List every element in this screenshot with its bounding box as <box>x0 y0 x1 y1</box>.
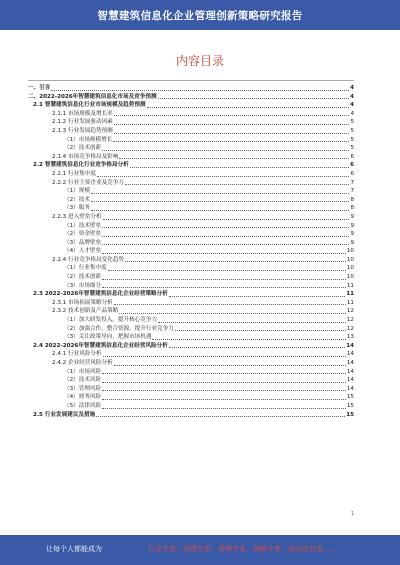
toc-entry-label: （2）技术创新 <box>64 145 102 152</box>
toc-entry-page: 9 <box>350 231 354 238</box>
toc-entry[interactable] <box>28 282 354 291</box>
toc-entry-page: 10 <box>346 274 354 281</box>
toc-entry-label: 一、引言 <box>28 85 51 91</box>
toc-entry-page: 9 <box>350 222 354 229</box>
toc-leader-dots <box>96 416 345 417</box>
toc-leader-dots <box>102 236 349 237</box>
toc-entry-label: 2.2 智慧建筑信息化行业竞争格局分析 <box>33 162 129 169</box>
toc-leader-dots <box>103 219 350 220</box>
toc-leader-dots <box>114 115 350 116</box>
page-footer <box>0 535 400 565</box>
toc-leader-dots <box>102 373 346 374</box>
toc-entry[interactable] <box>28 368 354 377</box>
toc-leader-dots <box>169 296 345 297</box>
toc-leader-dots <box>102 150 349 151</box>
toc-entry[interactable] <box>28 101 354 110</box>
toc-entry-page: 5 <box>350 136 354 143</box>
toc-entry-label: （1）加大研发投入，提升核心竞争力 <box>64 317 158 324</box>
table-of-contents <box>28 84 354 419</box>
toc-entry-label: （2）资金壁垒 <box>64 231 102 238</box>
toc-entry[interactable] <box>28 110 354 119</box>
toc-entry-label: （5）法律风险 <box>64 402 102 409</box>
toc-entry-label: （4）财务风险 <box>64 394 102 401</box>
toc-leader-dots <box>152 339 345 340</box>
toc-entry-page: 8 <box>350 196 354 203</box>
toc-leader-dots <box>125 261 346 262</box>
toc-entry-page: 6 <box>350 162 354 169</box>
toc-entry[interactable] <box>28 359 354 368</box>
toc-entry[interactable] <box>28 196 354 205</box>
toc-entry-label: （1）行业集中度 <box>64 265 107 272</box>
toc-entry-label: 2.2.4 行业竞争格局变化趋势 <box>52 256 124 263</box>
toc-leader-dots <box>119 158 349 159</box>
toc-entry-page: 14 <box>346 351 354 358</box>
toc-entry-page: 11 <box>346 291 354 298</box>
footer-slogan-right: 行业专家、管理专家、营销专家、战略专家、成功企业家…… <box>148 545 337 553</box>
toc-entry-page: 14 <box>346 385 354 392</box>
toc-leader-dots <box>102 244 349 245</box>
toc-entry-page: 15 <box>346 411 354 418</box>
toc-leader-dots <box>113 141 349 142</box>
toc-leader-dots <box>147 107 350 108</box>
toc-entry-page: 12 <box>346 325 354 332</box>
toc-leader-dots <box>125 184 349 185</box>
toc-entry-page: 14 <box>346 377 354 384</box>
toc-entry-page: 9 <box>350 213 354 220</box>
toc-entry-page: 9 <box>350 239 354 246</box>
toc-entry-page: 14 <box>346 342 354 349</box>
toc-entry[interactable] <box>28 84 354 93</box>
toc-leader-dots <box>51 90 349 91</box>
toc-entry-label: 2.3 2022-2026年智慧建筑信息化企业经营策略分析 <box>33 291 168 298</box>
toc-leader-dots <box>103 356 346 357</box>
toc-entry-label: 2.1 智慧建筑信息化行业市场规模及趋势预测 <box>33 102 146 109</box>
toc-entry[interactable] <box>28 350 354 359</box>
toc-leader-dots <box>102 382 346 383</box>
toc-leader-dots <box>158 322 346 323</box>
toc-entry[interactable] <box>28 153 354 162</box>
toc-divider <box>28 80 354 81</box>
toc-leader-dots <box>91 193 350 194</box>
toc-entry[interactable] <box>28 187 354 196</box>
toc-entry-page: 13 <box>346 334 354 341</box>
toc-entry[interactable] <box>28 264 354 273</box>
toc-entry-page: 12 <box>346 317 354 324</box>
toc-leader-dots <box>114 133 350 134</box>
toc-entry[interactable] <box>28 239 354 248</box>
toc-leader-dots <box>114 124 350 125</box>
toc-entry-label: （2）技术风险 <box>64 377 102 384</box>
toc-entry-label: 2.4.2 企业经营风险分析 <box>52 360 113 366</box>
toc-entry-label: 2.1.4 市场竞争格局及影响 <box>52 153 119 160</box>
toc-entry-page: 14 <box>346 368 354 375</box>
toc-entry-label: 2.2.2 行业主要企业及竞争力 <box>52 179 124 186</box>
toc-entry[interactable] <box>28 256 354 265</box>
toc-entry-label: （2）技术 <box>64 196 90 203</box>
toc-entry-label: （3）市场细分 <box>64 282 102 289</box>
footer-slogan-left: 让每个人都能成为 <box>46 545 102 553</box>
toc-entry-label: 2.5 行业发展建议及措施 <box>33 411 96 418</box>
toc-entry-page: 10 <box>346 248 354 255</box>
toc-entry[interactable] <box>28 144 354 153</box>
toc-entry-page: 4 <box>350 110 354 117</box>
toc-entry-page: 4 <box>350 102 354 109</box>
toc-entry-page: 15 <box>346 394 354 401</box>
toc-leader-dots <box>130 167 349 168</box>
toc-entry-label: 二、2022-2026年智慧建筑信息化市场及竞争预测 <box>28 93 157 100</box>
toc-entry-page: 12 <box>346 308 354 315</box>
toc-entry-label: 2.2.3 进入壁垒分析 <box>52 213 102 220</box>
toc-entry-label: （3）品牌壁垒 <box>64 239 102 246</box>
page-header <box>0 0 400 30</box>
toc-entry-page: 6 <box>350 153 354 160</box>
toc-entry-label: 2.2.1 行业集中度 <box>52 170 96 177</box>
toc-entry-label: 2.3.1 市场拓展策略分析 <box>52 299 113 306</box>
toc-entry-label: （2）加强合作，整合资源，提升行业竞争力 <box>64 325 174 332</box>
toc-entry[interactable] <box>28 230 354 239</box>
toc-entry[interactable] <box>28 342 354 351</box>
toc-entry-page: 11 <box>346 299 354 306</box>
toc-entry-page: 7 <box>350 179 354 186</box>
toc-entry-label: （3）关注政策导向，把握市场机遇 <box>64 334 152 341</box>
toc-entry-page: 5 <box>350 145 354 152</box>
toc-leader-dots <box>119 313 346 314</box>
toc-entry-label: （1）市场风险 <box>64 368 102 375</box>
toc-entry-page: 4 <box>350 85 354 91</box>
toc-entry-label: （3）服务 <box>64 205 90 212</box>
toc-entry[interactable] <box>28 393 354 402</box>
toc-entry-label: （4）人才壁垒 <box>64 248 102 255</box>
toc-entry-page: 6 <box>350 170 354 177</box>
toc-entry[interactable] <box>28 127 354 136</box>
toc-entry[interactable] <box>28 325 354 334</box>
toc-leader-dots <box>97 176 349 177</box>
toc-entry-page: 11 <box>346 282 354 289</box>
toc-leader-dots <box>108 270 346 271</box>
toc-entry[interactable] <box>28 385 354 394</box>
toc-entry[interactable] <box>28 170 354 179</box>
toc-leader-dots <box>102 279 346 280</box>
toc-entry-label: （3）管理风险 <box>64 385 102 392</box>
toc-entry[interactable] <box>28 118 354 127</box>
toc-entry-page: 10 <box>346 256 354 263</box>
toc-leader-dots <box>114 365 346 366</box>
toc-leader-dots <box>91 210 350 211</box>
toc-leader-dots <box>102 253 346 254</box>
toc-entry[interactable] <box>28 93 354 102</box>
toc-entry[interactable] <box>28 316 354 325</box>
toc-entry-page: 10 <box>346 265 354 272</box>
toc-entry[interactable] <box>28 411 354 420</box>
toc-entry-label: 2.3.2 技术创新及产品策略 <box>52 308 119 315</box>
toc-entry-label: 2.4 2022-2026年智慧建筑信息化企业经营风险分析 <box>33 342 168 349</box>
toc-leader-dots <box>91 201 350 202</box>
toc-entry[interactable] <box>28 213 354 222</box>
toc-entry[interactable] <box>28 402 354 411</box>
toc-entry-page: 4 <box>350 93 354 100</box>
toc-entry-label: 2.1.3 行业发展趋势预测 <box>52 127 113 134</box>
toc-leader-dots <box>114 304 346 305</box>
page-number: 1 <box>350 511 354 517</box>
toc-entry[interactable] <box>28 273 354 282</box>
toc-entry-page: 5 <box>350 127 354 134</box>
toc-leader-dots <box>102 390 346 391</box>
toc-entry-label: （1）市场规模增长 <box>64 136 113 143</box>
toc-leader-dots <box>102 408 346 409</box>
toc-entry-label: 2.1.2 行业发展驱动因素 <box>52 119 113 126</box>
toc-entry[interactable] <box>28 136 354 145</box>
toc-entry-label: （2）技术创新 <box>64 274 102 281</box>
toc-leader-dots <box>169 347 345 348</box>
toc-leader-dots <box>175 330 346 331</box>
toc-entry-page: 5 <box>350 119 354 126</box>
toc-entry[interactable] <box>28 161 354 170</box>
toc-entry[interactable] <box>28 179 354 188</box>
toc-leader-dots <box>102 399 346 400</box>
toc-entry[interactable] <box>28 376 354 385</box>
toc-heading: 内容目录 <box>175 54 224 68</box>
toc-leader-dots <box>102 287 346 288</box>
toc-entry[interactable] <box>28 307 354 316</box>
toc-entry-label: （1）技术壁垒 <box>64 222 102 229</box>
toc-entry-page: 7 <box>350 188 354 195</box>
toc-leader-dots <box>158 98 350 99</box>
report-title: 智慧建筑信息化企业管理创新策略研究报告 <box>97 10 303 22</box>
toc-entry[interactable] <box>28 299 354 308</box>
toc-entry[interactable] <box>28 204 354 213</box>
toc-entry-label: （1）规模 <box>64 188 90 195</box>
toc-entry[interactable] <box>28 222 354 231</box>
toc-entry[interactable] <box>28 333 354 342</box>
toc-entry[interactable] <box>28 247 354 256</box>
toc-entry-label: 2.1.1 市场规模及增长率 <box>52 110 113 117</box>
toc-leader-dots <box>102 227 349 228</box>
toc-entry-page: 15 <box>346 402 354 409</box>
toc-entry-label: 2.4.1 行业风险分析 <box>52 351 102 358</box>
toc-entry-page: 8 <box>350 205 354 212</box>
toc-entry-page: 14 <box>346 360 354 366</box>
toc-entry[interactable] <box>28 290 354 299</box>
